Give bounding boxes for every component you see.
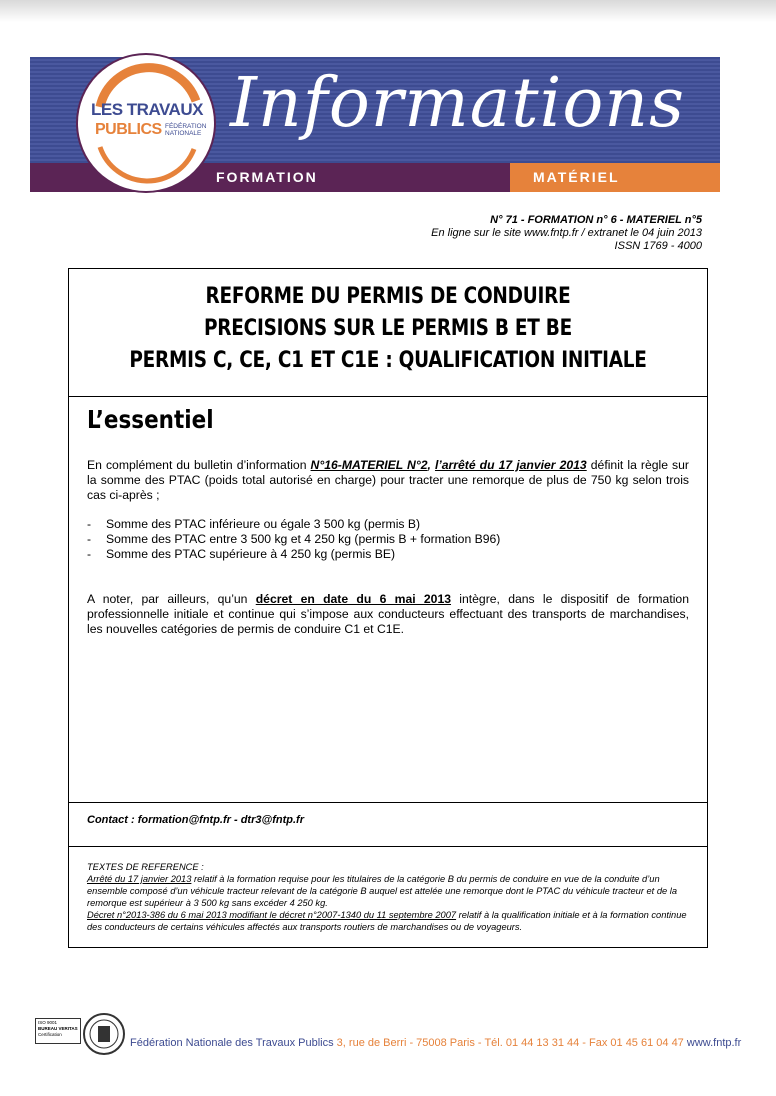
contact-line[interactable]: Contact : formation@fntp.fr - dtr3@fntp.fr bbox=[87, 814, 304, 826]
cert-line2: BUREAU VERITAS bbox=[38, 1026, 78, 1031]
intro-text-a: En complément du bulletin d’information bbox=[87, 458, 311, 472]
page-top-shadow bbox=[0, 0, 776, 22]
divider-title bbox=[69, 396, 707, 397]
ref2-text: relatif à la qualification initiale et à la formation continue des conducteurs de certains véhicules affectés aux transports routiers de marchandises ou de voyageurs. bbox=[87, 910, 687, 932]
list-item: - Somme des PTAC supérieure à 4 250 kg (permis BE) bbox=[87, 547, 500, 562]
decret-link[interactable]: décret en date du 6 mai 2013 bbox=[255, 592, 452, 606]
refs-header: TEXTES DE REFERENCE : bbox=[87, 862, 204, 872]
reference-texts bbox=[87, 861, 689, 933]
banner-title: Informations bbox=[230, 64, 685, 143]
footer-website[interactable]: www.fntp.fr bbox=[686, 1037, 742, 1049]
divider-contact bbox=[69, 802, 707, 803]
issn: ISSN 1769 - 4000 bbox=[614, 240, 702, 252]
document-titles bbox=[120, 281, 656, 377]
footer-org: Fédération Nationale des Travaux Publics bbox=[130, 1037, 334, 1049]
ref1-link[interactable]: Arrêté du 17 janvier 2013 bbox=[87, 874, 192, 884]
footer-address bbox=[130, 1037, 741, 1049]
arrete-link[interactable]: l’arrêté du 17 janvier 2013 bbox=[434, 458, 587, 472]
decret-text-a: A noter, par ailleurs, qu’un bbox=[87, 592, 256, 606]
reference-item bbox=[87, 873, 689, 909]
footer-contact: 3, rue de Berri - 75008 Paris - Tél. 01 44 13 31 44 - Fax 01 45 61 04 47 bbox=[333, 1037, 687, 1049]
category-formation: FORMATION bbox=[216, 169, 318, 185]
main-content-box bbox=[68, 268, 708, 948]
list-item: - Somme des PTAC inférieure ou égale 3 500 kg (permis B) bbox=[87, 517, 500, 532]
title-line1: REFORME DU PERMIS DE CONDUIRE bbox=[205, 284, 571, 309]
paragraph-intro bbox=[87, 458, 689, 503]
ref2-link[interactable]: Décret n°2013-386 du 6 mai 2013 modifiant le décret n°2007-1340 du 11 septembre 2007 bbox=[87, 910, 457, 920]
list-item: - Somme des PTAC entre 3 500 kg et 4 250 kg (permis B + formation B96) bbox=[87, 532, 500, 547]
ref1-text: relatif à la formation requise pour les titulaires de la catégorie B du permis de conduire en vue de la conduite d’un ensemble composé d’un véhicule tracteur relevant de la catégorie B auquel est attelée une remorque dont le PTAC du véhicule tracteur et de la remorque est supérieur à 3 500 kg sans excéder 4 250 kg. bbox=[87, 874, 678, 908]
intro-comma: , bbox=[427, 458, 435, 472]
divider-refs bbox=[69, 846, 707, 847]
issue-meta bbox=[431, 214, 702, 253]
title-line2: PRECISIONS SUR LE PERMIS B ET BE bbox=[204, 316, 572, 341]
cert-line3: Certification bbox=[38, 1032, 62, 1037]
title-line3: PERMIS C, CE, C1 ET C1E : QUALIFICATION INITIALE bbox=[129, 348, 647, 373]
bulletin-link[interactable]: N°16-MATERIEL N°2 bbox=[310, 458, 428, 472]
intro-text-b: définit la règle sur la somme des PTAC (poids total autorisé en charge) pour tracter une remorque de plus de 750 kg selon trois cas ci-après ; bbox=[87, 458, 689, 502]
header-banner bbox=[30, 57, 720, 192]
reference-item bbox=[87, 909, 689, 933]
fntp-logo bbox=[78, 55, 214, 191]
issue-number: N° 71 - FORMATION n° 6 - MATERIEL n°5 bbox=[490, 214, 702, 226]
paragraph-decret bbox=[87, 592, 689, 637]
logo-text-line3: FÉDÉRATION NATIONALE bbox=[165, 123, 207, 137]
category-materiel: MATÉRIEL bbox=[533, 169, 620, 185]
section-heading: L’essentiel bbox=[87, 405, 214, 434]
iso-certification-badge bbox=[35, 1018, 81, 1044]
decret-text-b: intègre, dans le dispositif de formation professionnelle initiale et continue qui s’impose aux conducteurs effectuant des transports de marchandises, les nouvelles catégories de permis de conduire C1 et C1E. bbox=[87, 592, 689, 636]
logo-text-line2: PUBLICS bbox=[95, 121, 162, 138]
publication-info: En ligne sur le site www.fntp.fr / extranet le 04 juin 2013 bbox=[431, 227, 702, 239]
cert-line1: ISO 9001 bbox=[38, 1020, 58, 1025]
ptac-cases-list bbox=[87, 517, 500, 562]
logo-text-line1: LES TRAVAUX bbox=[91, 100, 203, 119]
bureau-veritas-seal-icon bbox=[82, 1012, 126, 1056]
